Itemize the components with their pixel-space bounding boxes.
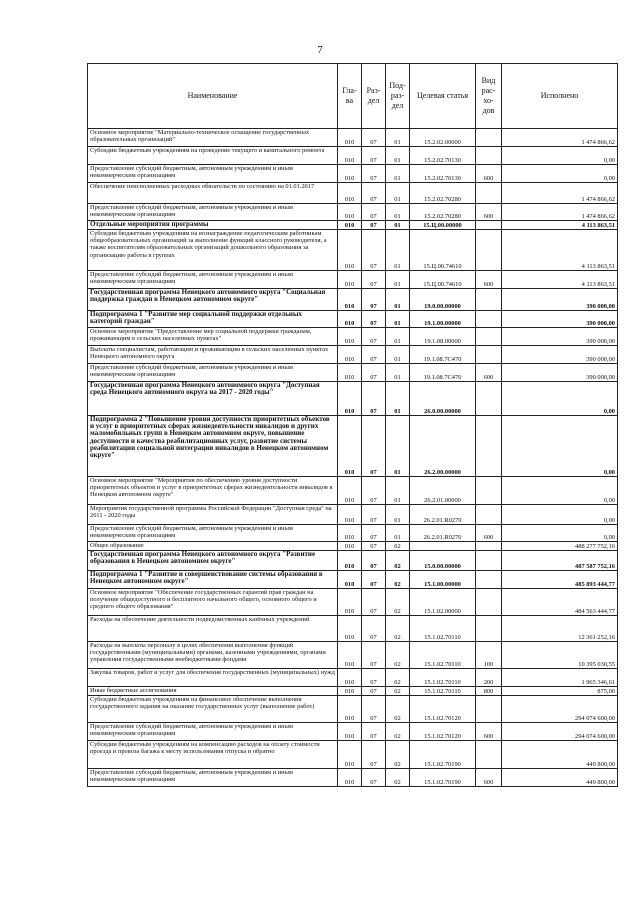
table-row <box>88 346 618 364</box>
row-section: 07 <box>362 769 386 787</box>
row-chapter: 010 <box>338 221 362 230</box>
row-chapter: 010 <box>338 346 362 364</box>
row-subsection: 01 <box>386 328 410 346</box>
row-name: Подпрограмма 2 "Повышение уровня доступности приоритетных объектов и услуг в приоритетных сферах жизнедеятельности инвалидов и других маломобильных групп в Ненецком автономном округе, повышение доступности и качества реабилитационных услуг, развитие системы реабилитации социальной интеграции инвалидов в Ненецком автономном округе" <box>88 416 338 477</box>
row-name: Предоставление субсидий бюджетным, автономным учреждениям и иным некоммерческим организациям <box>88 525 338 542</box>
row-name: Расходы на обеспечение деятельности подведомственных казённых учреждений <box>88 616 338 642</box>
row-expense-type <box>476 382 502 416</box>
row-subsection: 02 <box>386 769 410 787</box>
row-subsection: 02 <box>386 741 410 769</box>
row-chapter: 010 <box>338 642 362 669</box>
row-section: 07 <box>362 289 386 311</box>
row-name: Отдельные мероприятия программы <box>88 221 338 230</box>
table-row <box>88 221 618 230</box>
row-chapter: 010 <box>338 129 362 147</box>
row-executed-amount: 4 113 863,51 <box>502 271 618 289</box>
row-executed-amount: 10 395 030,55 <box>502 642 618 669</box>
row-chapter: 010 <box>338 416 362 477</box>
row-subsection: 02 <box>386 669 410 687</box>
table-row <box>88 669 618 687</box>
row-executed-amount: 0,00 <box>502 477 618 505</box>
row-target-article: 15.1.02.70110 <box>410 642 476 669</box>
row-name: Общее образование <box>88 542 338 551</box>
row-name: Субсидии бюджетным учреждениям на компенсацию расходов на оплату стоимости проезда и провоза багажа к месту использования отпуска и обратно <box>88 741 338 769</box>
row-target-article: 15.2.02.70130 <box>410 165 476 183</box>
row-chapter: 010 <box>338 364 362 382</box>
row-chapter: 010 <box>338 204 362 221</box>
row-section: 07 <box>362 230 386 271</box>
row-executed-amount: 12 361 252,16 <box>502 616 618 642</box>
row-section: 07 <box>362 741 386 769</box>
row-chapter: 010 <box>338 230 362 271</box>
row-executed-amount: 449 800,00 <box>502 741 618 769</box>
row-expense-type: 100 <box>476 642 502 669</box>
row-subsection: 02 <box>386 687 410 696</box>
row-chapter: 010 <box>338 589 362 616</box>
header-section: Раз-дел <box>362 64 386 129</box>
page-number: 7 <box>317 44 323 56</box>
table-row <box>88 642 618 669</box>
row-executed-amount: 4 113 863,51 <box>502 230 618 271</box>
row-chapter: 010 <box>338 551 362 571</box>
row-target-article: 15.0.00.00000 <box>410 551 476 571</box>
row-expense-type <box>476 416 502 477</box>
row-executed-amount: 487 587 752,16 <box>502 551 618 571</box>
row-target-article: 15.2.02.70130 <box>410 147 476 165</box>
budget-execution-table <box>87 63 618 787</box>
row-executed-amount: 1 965 346,61 <box>502 669 618 687</box>
row-expense-type <box>476 328 502 346</box>
row-subsection: 01 <box>386 525 410 542</box>
row-expense-type <box>476 696 502 723</box>
row-section: 07 <box>362 542 386 551</box>
row-target-article <box>410 542 476 551</box>
row-subsection: 01 <box>386 271 410 289</box>
row-expense-type <box>476 741 502 769</box>
row-target-article: 19.1.08.7С470 <box>410 346 476 364</box>
row-chapter: 010 <box>338 147 362 165</box>
row-section: 07 <box>362 687 386 696</box>
row-chapter: 010 <box>338 271 362 289</box>
table-header-row <box>88 64 618 129</box>
header-subsection: Под-раз-дел <box>386 64 410 129</box>
row-name: Основное мероприятие "Предоставление мер социальной поддержки гражданам, проживающим в сельских населенных пунктах" <box>88 328 338 346</box>
row-target-article: 26.2.00.00000 <box>410 416 476 477</box>
row-subsection: 01 <box>386 311 410 328</box>
table-row <box>88 183 618 204</box>
row-expense-type: 600 <box>476 271 502 289</box>
row-subsection: 01 <box>386 147 410 165</box>
row-target-article: 15.2.02.70280 <box>410 204 476 221</box>
row-subsection: 01 <box>386 416 410 477</box>
table-row <box>88 477 618 505</box>
row-section: 07 <box>362 416 386 477</box>
row-subsection: 02 <box>386 723 410 741</box>
row-section: 07 <box>362 696 386 723</box>
row-name: Предоставление субсидий бюджетным, автономным учреждениям и иным некоммерческим организациям <box>88 204 338 221</box>
row-executed-amount: 294 074 600,00 <box>502 696 618 723</box>
row-section: 07 <box>362 616 386 642</box>
table-row <box>88 741 618 769</box>
table-row <box>88 723 618 741</box>
row-expense-type: 800 <box>476 687 502 696</box>
row-expense-type <box>476 147 502 165</box>
row-chapter: 010 <box>338 311 362 328</box>
row-name: Предоставление субсидий бюджетным, автономным учреждениям и иным некоммерческим организациям <box>88 769 338 787</box>
row-chapter: 010 <box>338 165 362 183</box>
row-expense-type <box>476 571 502 589</box>
row-name: Субсидии бюджетным учреждениям на финансовое обеспечение выполнения государственного задания на оказание государственных услуг (выполнение работ) <box>88 696 338 723</box>
row-executed-amount: 1 474 866,62 <box>502 204 618 221</box>
row-expense-type <box>476 230 502 271</box>
row-subsection: 02 <box>386 589 410 616</box>
row-name: Предоставление субсидий бюджетным, автономным учреждениям и иным некоммерческим организациям <box>88 271 338 289</box>
table-row <box>88 382 618 416</box>
row-chapter: 010 <box>338 328 362 346</box>
table-row <box>88 129 618 147</box>
row-subsection: 01 <box>386 346 410 364</box>
row-target-article: 19.1.08.7С470 <box>410 364 476 382</box>
row-executed-amount: 390 000,00 <box>502 289 618 311</box>
row-subsection: 02 <box>386 642 410 669</box>
row-subsection: 02 <box>386 551 410 571</box>
table-row <box>88 551 618 571</box>
row-executed-amount: 449 800,00 <box>502 769 618 787</box>
header-target-article: Целевая статья <box>410 64 476 129</box>
table-body <box>88 129 618 787</box>
row-subsection: 02 <box>386 542 410 551</box>
row-chapter: 010 <box>338 289 362 311</box>
row-subsection: 01 <box>386 477 410 505</box>
row-subsection: 01 <box>386 129 410 147</box>
table-row <box>88 525 618 542</box>
row-name: Государственная программа Ненецкого автономного округа "Доступная среда Ненецкого автономного округа на 2017 - 2020 годы" <box>88 382 338 416</box>
row-name: Предоставление субсидий бюджетным, автономным учреждениям и иным некоммерческим организациям <box>88 723 338 741</box>
row-section: 07 <box>362 525 386 542</box>
row-target-article: 15.2.02.70280 <box>410 183 476 204</box>
row-expense-type <box>476 183 502 204</box>
row-subsection: 01 <box>386 382 410 416</box>
row-executed-amount: 0,00 <box>502 165 618 183</box>
row-executed-amount: 0,00 <box>502 416 618 477</box>
row-chapter: 010 <box>338 525 362 542</box>
row-subsection: 01 <box>386 204 410 221</box>
row-target-article: 15.1.02.70110 <box>410 616 476 642</box>
row-subsection: 02 <box>386 616 410 642</box>
row-target-article: 19.1.00.00000 <box>410 311 476 328</box>
table-row <box>88 271 618 289</box>
row-name: Подпрограмма 1 "Развитие и совершенствование системы образования в Ненецком автономном округе" <box>88 571 338 589</box>
row-name: Подпрограмма 1 "Развитие мер социальной поддержки отдельных категорий граждан" <box>88 311 338 328</box>
row-executed-amount: 390 000,00 <box>502 364 618 382</box>
row-chapter: 010 <box>338 741 362 769</box>
row-chapter: 010 <box>338 616 362 642</box>
row-target-article: 26.2.01.R0270 <box>410 505 476 525</box>
table-row <box>88 769 618 787</box>
row-name: Субсидии бюджетным учреждениям на вознаграждение педагогическим работникам общеобразовательных организаций за выполнение функций классного руководителя, а также воспитателям образовательных организаций дошкольного образования за организацию работы в группах <box>88 230 338 271</box>
row-subsection: 02 <box>386 571 410 589</box>
row-section: 07 <box>362 271 386 289</box>
row-target-article: 15.1.02.70110 <box>410 687 476 696</box>
row-expense-type: 600 <box>476 723 502 741</box>
row-executed-amount: 294 074 600,00 <box>502 723 618 741</box>
row-target-article: 15.1.02.70190 <box>410 769 476 787</box>
table-row <box>88 571 618 589</box>
row-expense-type <box>476 311 502 328</box>
row-executed-amount: 484 563 444,77 <box>502 589 618 616</box>
table-row <box>88 165 618 183</box>
row-expense-type <box>476 589 502 616</box>
row-target-article: 15.1.00.00000 <box>410 571 476 589</box>
row-chapter: 010 <box>338 687 362 696</box>
table-row <box>88 147 618 165</box>
row-chapter: 010 <box>338 696 362 723</box>
row-chapter: 010 <box>338 723 362 741</box>
table-row <box>88 364 618 382</box>
header-executed: Исполнено <box>502 64 618 129</box>
row-section: 07 <box>362 642 386 669</box>
row-executed-amount: 0,00 <box>502 525 618 542</box>
row-executed-amount: 1 474 866,62 <box>502 129 618 147</box>
row-chapter: 010 <box>338 669 362 687</box>
table-row <box>88 230 618 271</box>
row-executed-amount: 0,00 <box>502 147 618 165</box>
row-expense-type: 600 <box>476 364 502 382</box>
row-expense-type: 600 <box>476 525 502 542</box>
row-subsection: 01 <box>386 230 410 271</box>
header-expense-type: Вид рас-хо-дов <box>476 64 502 129</box>
row-section: 07 <box>362 571 386 589</box>
table-row <box>88 696 618 723</box>
row-name: Основное мероприятие "Мероприятия по обеспечению уровня доступности приоритетных объектов и услуг в приоритетных сферах жизнедеятельности инвалидов в Ненецком автономном округе" <box>88 477 338 505</box>
table-row <box>88 505 618 525</box>
row-expense-type <box>476 221 502 230</box>
row-name: Основное мероприятие "Материально-техническое оснащение государственных образовательных организаций" <box>88 129 338 147</box>
row-section: 07 <box>362 204 386 221</box>
row-section: 07 <box>362 551 386 571</box>
row-expense-type <box>476 346 502 364</box>
row-subsection: 01 <box>386 165 410 183</box>
row-executed-amount: 488 277 752,16 <box>502 542 618 551</box>
table-row <box>88 416 618 477</box>
row-target-article: 15.1.02.70110 <box>410 669 476 687</box>
row-target-article: 15.1.02.70120 <box>410 723 476 741</box>
row-target-article: 15.Ц.00.74610 <box>410 230 476 271</box>
row-name: Иные бюджетные ассигнования <box>88 687 338 696</box>
row-subsection: 01 <box>386 505 410 525</box>
row-target-article: 19.0.00.00000 <box>410 289 476 311</box>
row-expense-type: 600 <box>476 204 502 221</box>
row-executed-amount: 390 000,00 <box>502 311 618 328</box>
row-executed-amount: 485 893 444,77 <box>502 571 618 589</box>
row-expense-type: 600 <box>476 165 502 183</box>
row-section: 07 <box>362 364 386 382</box>
row-section: 07 <box>362 221 386 230</box>
table-row <box>88 589 618 616</box>
table-row <box>88 204 618 221</box>
row-subsection: 01 <box>386 183 410 204</box>
row-section: 07 <box>362 129 386 147</box>
row-name: Предоставление субсидий бюджетным, автономным учреждениям и иным некоммерческим организациям <box>88 364 338 382</box>
row-expense-type: 200 <box>476 669 502 687</box>
table-row <box>88 687 618 696</box>
row-subsection: 02 <box>386 696 410 723</box>
row-target-article: 15.Ц.00.74610 <box>410 271 476 289</box>
row-target-article: 26.0.00.00000 <box>410 382 476 416</box>
row-expense-type <box>476 616 502 642</box>
row-target-article: 26.2.01.R0270 <box>410 525 476 542</box>
row-subsection: 01 <box>386 289 410 311</box>
row-section: 07 <box>362 147 386 165</box>
row-chapter: 010 <box>338 183 362 204</box>
row-target-article: 15.1.02.00000 <box>410 589 476 616</box>
row-name: Мероприятия государственной программы Российской Федерации "Доступная среда" на 2011 - 2020 годы <box>88 505 338 525</box>
header-chapter: Гла-ва <box>338 64 362 129</box>
row-expense-type: 600 <box>476 769 502 787</box>
row-chapter: 010 <box>338 382 362 416</box>
row-name: Закупка товаров, работ и услуг для обеспечения государственных (муниципальных) нужд <box>88 669 338 687</box>
row-target-article: 15.2.02.00000 <box>410 129 476 147</box>
row-executed-amount: 875,00 <box>502 687 618 696</box>
row-executed-amount: 1 474 866,62 <box>502 183 618 204</box>
row-name: Государственная программа Ненецкого автономного округа "Развитие образования в Ненецком автономном округе" <box>88 551 338 571</box>
row-name: Выплаты специалистам, работающим и проживающим в сельских населенных пунктах Ненецкого автономного округа <box>88 346 338 364</box>
row-expense-type <box>476 477 502 505</box>
table-row <box>88 328 618 346</box>
row-section: 07 <box>362 505 386 525</box>
row-name: Государственная программа Ненецкого автономного округа "Социальная поддержка граждан в Ненецком автономном округе" <box>88 289 338 311</box>
row-name: Предоставление субсидий бюджетным, автономным учреждениям и иным некоммерческим организациям <box>88 165 338 183</box>
row-chapter: 010 <box>338 542 362 551</box>
row-expense-type <box>476 505 502 525</box>
row-target-article: 15.1.02.70190 <box>410 741 476 769</box>
row-section: 07 <box>362 165 386 183</box>
row-expense-type <box>476 129 502 147</box>
row-name: Субсидии бюджетным учреждениям на проведение текущего и капитального ремонта <box>88 147 338 165</box>
row-executed-amount: 0,00 <box>502 382 618 416</box>
row-target-article: 26.2.01.00000 <box>410 477 476 505</box>
row-subsection: 01 <box>386 221 410 230</box>
row-section: 07 <box>362 477 386 505</box>
row-target-article: 15.Ц.00.00000 <box>410 221 476 230</box>
row-name: Расходы на выплаты персоналу в целях обеспечения выполнения функций государственными (муниципальными) органами, казенными учреждениями, органами управления государственными внебюджетными фондами <box>88 642 338 669</box>
row-expense-type <box>476 542 502 551</box>
row-subsection: 01 <box>386 364 410 382</box>
row-target-article: 19.1.08.00000 <box>410 328 476 346</box>
row-section: 07 <box>362 382 386 416</box>
row-chapter: 010 <box>338 769 362 787</box>
row-chapter: 010 <box>338 505 362 525</box>
row-executed-amount: 390 000,00 <box>502 346 618 364</box>
row-name: Обеспечение неисполненных расходных обязательств по состоянию на 01.01.2017 <box>88 183 338 204</box>
row-section: 07 <box>362 669 386 687</box>
table-row <box>88 616 618 642</box>
row-expense-type <box>476 289 502 311</box>
row-expense-type <box>476 551 502 571</box>
table-row <box>88 311 618 328</box>
row-section: 07 <box>362 328 386 346</box>
row-chapter: 010 <box>338 477 362 505</box>
row-name: Основное мероприятие "Обеспечение государственных гарантий прав граждан на получение общедоступного и бесплатного начального общего, основного общего и среднего общего образования" <box>88 589 338 616</box>
row-section: 07 <box>362 183 386 204</box>
row-section: 07 <box>362 346 386 364</box>
row-executed-amount: 390 000,00 <box>502 328 618 346</box>
row-section: 07 <box>362 311 386 328</box>
header-name: Наименование <box>88 64 338 129</box>
row-executed-amount: 0,00 <box>502 505 618 525</box>
row-section: 07 <box>362 723 386 741</box>
row-section: 07 <box>362 589 386 616</box>
row-target-article: 15.1.02.70120 <box>410 696 476 723</box>
row-executed-amount: 4 113 863,51 <box>502 221 618 230</box>
row-chapter: 010 <box>338 571 362 589</box>
table-row <box>88 289 618 311</box>
